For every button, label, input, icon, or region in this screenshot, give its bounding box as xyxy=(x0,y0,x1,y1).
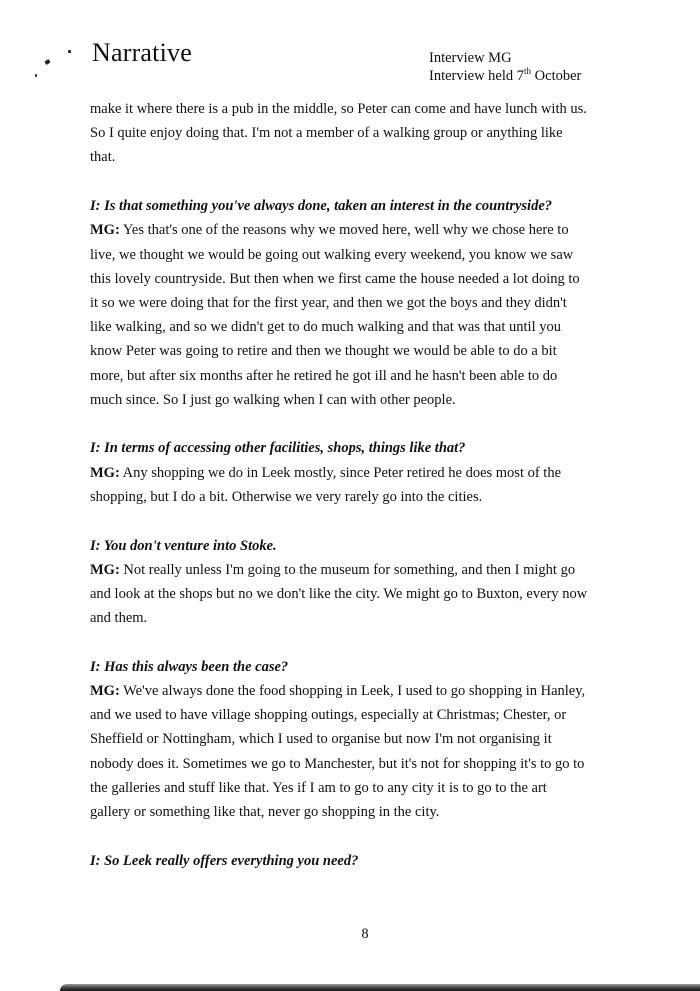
answer-paragraph: make it where there is a pub in the middle, so Peter can come and have lunch with us. So I quite enjoy doing that. I'm not a member of a walking group or anything like that. xyxy=(90,101,587,166)
answer-paragraph xyxy=(90,679,590,824)
page-number: 8 xyxy=(361,926,369,942)
interviewer-question: I: Has this always been the case? xyxy=(90,658,289,675)
transcript-body xyxy=(90,97,590,873)
interview-date-month: October xyxy=(531,68,582,84)
answer-text: Yes that's one of the reasons why we moved here, well why we chose here to live, we thought we would be going out walking every weekend, you know we saw this lovely countryside. But then when we first came the house needed a lot doing to it so we were doing that for the first year, and then we got the boys and they didn't like walking, and so we didn't get to do much walking and that was that until you know Peter was going to retire and then we thought we would be able to do a bit more, but after six months after he retired he got ill and he hasn't been able to do much since. So I just go walking when I can with other people. xyxy=(90,222,580,408)
answer-text: We've always done the food shopping in Leek, I used to go shopping in Hanley, and we used to have village shopping outings, especially at Christmas; Chester, or Sheffield or Nottingham, which I used to organise but now I'm not organising it nobody does it. Sometimes we go to Manchester, but it's not for shopping it's to go to the galleries and stuff like that. Yes if I am to go to any city it is to go to the art gallery or something like that, never go shopping in the city. xyxy=(90,683,586,821)
interviewer-question: I: So Leek really offers everything you need? xyxy=(90,852,359,869)
interview-label: Interview MG xyxy=(429,50,512,66)
answer-paragraph xyxy=(90,461,590,509)
answer-text: Any shopping we do in Leek mostly, since Peter retired he does most of the shopping, but I do a bit. Otherwise we very rarely go into the cities. xyxy=(90,464,562,505)
document-title: Narrative xyxy=(92,38,192,67)
answer-paragraph xyxy=(90,218,590,412)
speaker-label: MG: xyxy=(90,464,120,481)
scan-speck xyxy=(44,59,50,65)
interviewer-question: I: In terms of accessing other facilities, shops, things like that? xyxy=(90,440,466,457)
scan-speck xyxy=(35,74,37,77)
interview-info xyxy=(429,49,581,85)
speaker-label: MG: xyxy=(90,561,120,578)
scan-speck xyxy=(68,50,71,53)
scan-edge-shadow xyxy=(60,984,700,991)
interviewer-question: I: You don't venture into Stoke. xyxy=(90,537,277,554)
interviewer-question: I: Is that something you've always done, taken an interest in the countryside? xyxy=(90,198,553,215)
answer-text: Not really unless I'm going to the museum for something, and then I might go and look at the shops but no we don't like the city. We might go to Buxton, every now and them. xyxy=(90,561,588,627)
speaker-label: MG: xyxy=(90,683,120,700)
interview-date xyxy=(429,67,581,85)
speaker-label: MG: xyxy=(90,222,120,239)
interview-date-ordinal: th xyxy=(524,66,532,77)
answer-paragraph xyxy=(90,558,590,631)
interview-date-prefix: Interview held 7 xyxy=(429,68,525,84)
